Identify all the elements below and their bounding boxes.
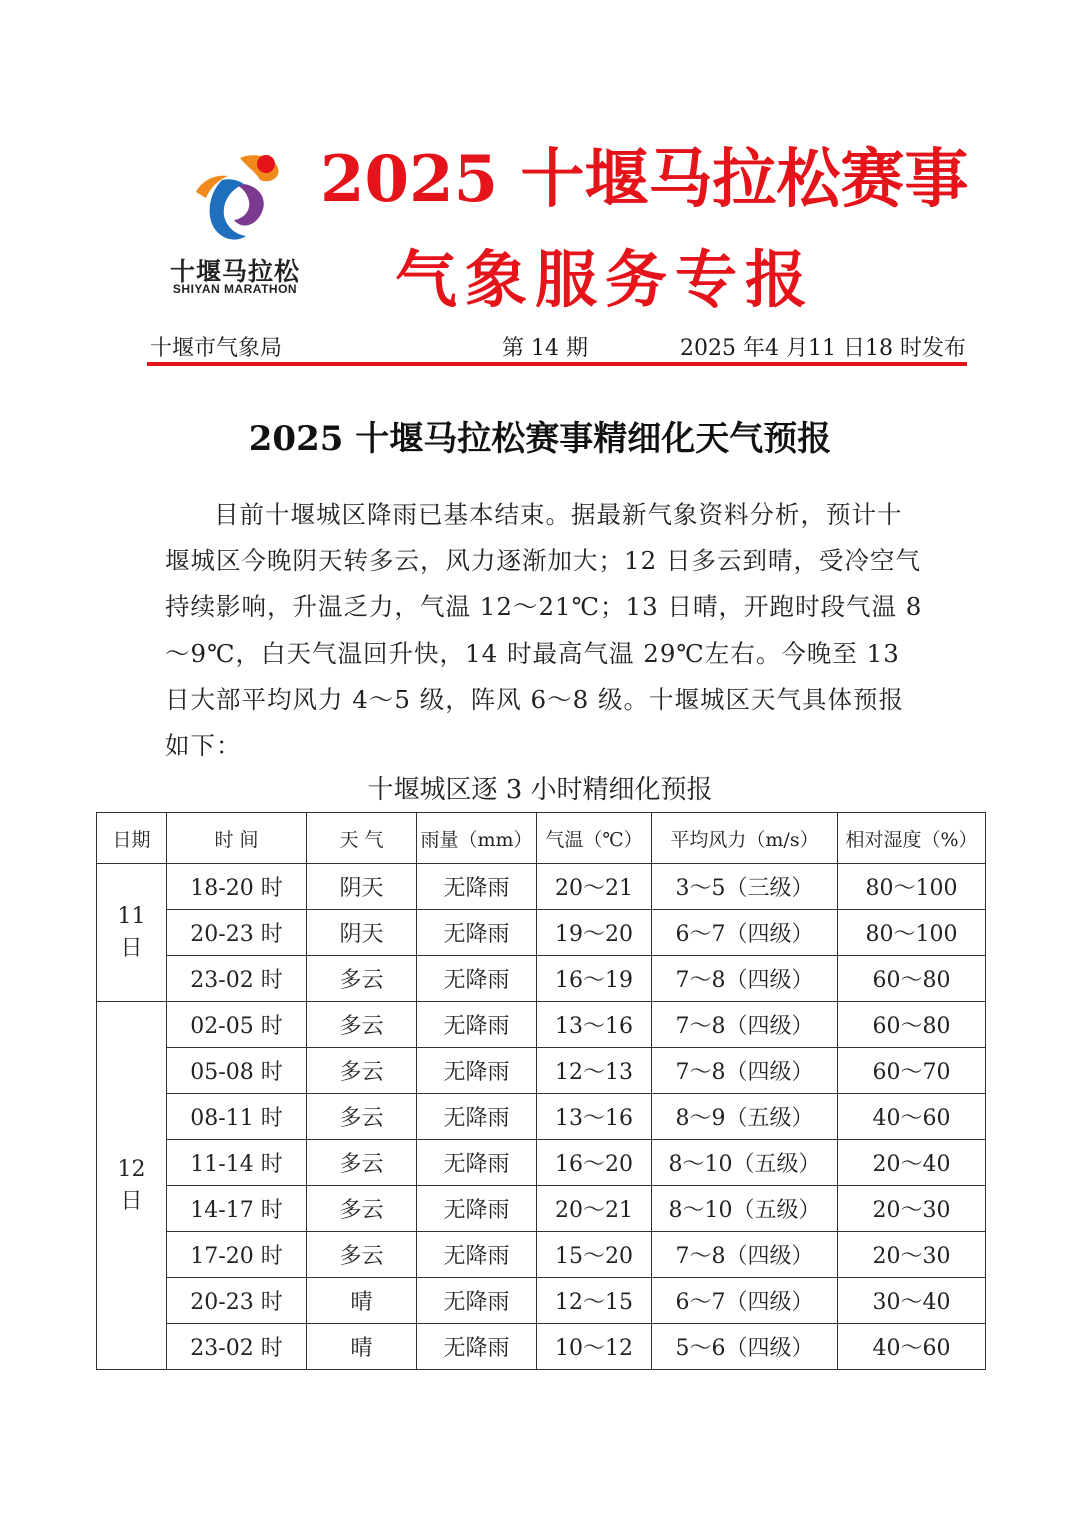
rain-cell: 无降雨 bbox=[417, 1232, 537, 1278]
rain-cell: 无降雨 bbox=[417, 1094, 537, 1140]
time-cell: 02-05 时 bbox=[167, 1002, 307, 1048]
temperature-cell: 10～12 bbox=[537, 1324, 652, 1370]
temperature-cell: 12～13 bbox=[537, 1048, 652, 1094]
forecast-table bbox=[96, 812, 986, 1370]
runner-logo-icon bbox=[182, 150, 288, 250]
date-number: 11 bbox=[117, 903, 146, 929]
temperature-cell: 19～20 bbox=[537, 910, 652, 956]
rain-cell: 无降雨 bbox=[417, 1278, 537, 1324]
table-body bbox=[97, 864, 986, 1370]
weather-cell: 多云 bbox=[307, 1048, 417, 1094]
date-unit: 日 bbox=[120, 935, 143, 961]
temperature-cell: 20～21 bbox=[537, 864, 652, 910]
time-cell: 23-02 时 bbox=[167, 1324, 307, 1370]
header-divider bbox=[147, 362, 967, 366]
table-row bbox=[97, 1186, 986, 1232]
weather-cell: 阴天 bbox=[307, 864, 417, 910]
wind-cell: 6～7（四级） bbox=[652, 910, 838, 956]
time-cell: 05-08 时 bbox=[167, 1048, 307, 1094]
humidity-cell: 80～100 bbox=[838, 864, 986, 910]
table-row bbox=[97, 1094, 986, 1140]
temperature-cell: 16～20 bbox=[537, 1140, 652, 1186]
weather-cell: 多云 bbox=[307, 1232, 417, 1278]
forecast-heading: 2025 十堰马拉松赛事精细化天气预报 bbox=[248, 419, 832, 459]
weather-cell: 晴 bbox=[307, 1324, 417, 1370]
marathon-logo bbox=[150, 150, 320, 300]
header-wind: 平均风力（m/s） bbox=[652, 813, 838, 864]
time-cell: 23-02 时 bbox=[167, 956, 307, 1002]
date-unit: 日 bbox=[120, 1188, 143, 1214]
table-row bbox=[97, 1278, 986, 1324]
rain-cell: 无降雨 bbox=[417, 1048, 537, 1094]
table-row bbox=[97, 1232, 986, 1278]
rain-cell: 无降雨 bbox=[417, 1186, 537, 1232]
table-row bbox=[97, 1324, 986, 1370]
temperature-cell: 16～19 bbox=[537, 956, 652, 1002]
rain-cell: 无降雨 bbox=[417, 1140, 537, 1186]
table-title: 十堰城区逐 3 小时精细化预报 bbox=[367, 775, 713, 805]
wind-cell: 7～8（四级） bbox=[652, 956, 838, 1002]
temperature-cell: 13～16 bbox=[537, 1094, 652, 1140]
header-temperature: 气温（℃） bbox=[537, 813, 652, 864]
weather-cell: 多云 bbox=[307, 1140, 417, 1186]
humidity-cell: 20～30 bbox=[838, 1186, 986, 1232]
temperature-cell: 12～15 bbox=[537, 1278, 652, 1324]
header-rain: 雨量（mm） bbox=[417, 813, 537, 864]
wind-cell: 8～10（五级） bbox=[652, 1140, 838, 1186]
weather-cell: 阴天 bbox=[307, 910, 417, 956]
table-row bbox=[97, 1048, 986, 1094]
wind-cell: 3～5（三级） bbox=[652, 864, 838, 910]
forecast-summary: 目前十堰城区降雨已基本结束。据最新气象资料分析，预计十堰城区今晚阴天转多云，风力逐渐加大；12 日多云到晴，受冷空气持续影响，升温乏力，气温 12～21℃；13 日晴，开跑时段气温 8～9℃，白天气温回升快，14 时最高气温 29℃左右。今晚至 13 日大部平均风力 4～5 级，阵风 6～8 级。十堰城区天气具体预报如下： bbox=[165, 500, 923, 761]
report-title-line1: 2025 十堰马拉松赛事 bbox=[320, 142, 969, 217]
time-cell: 20-23 时 bbox=[167, 910, 307, 956]
humidity-cell: 80～100 bbox=[838, 910, 986, 956]
wind-cell: 8～10（五级） bbox=[652, 1186, 838, 1232]
issue-info-row bbox=[150, 334, 966, 364]
date-cell bbox=[97, 1002, 167, 1370]
header-time: 时 间 bbox=[167, 813, 307, 864]
report-title-line2: 气象服务专报 bbox=[395, 243, 816, 316]
time-cell: 17-20 时 bbox=[167, 1232, 307, 1278]
header-date: 日期 bbox=[97, 813, 167, 864]
wind-cell: 6～7（四级） bbox=[652, 1278, 838, 1324]
date-number: 12 bbox=[117, 1156, 146, 1182]
wind-cell: 7～8（四级） bbox=[652, 1002, 838, 1048]
issuer: 十堰市气象局 bbox=[150, 336, 283, 361]
humidity-cell: 30～40 bbox=[838, 1278, 986, 1324]
header-weather: 天 气 bbox=[307, 813, 417, 864]
temperature-cell: 13～16 bbox=[537, 1002, 652, 1048]
humidity-cell: 40～60 bbox=[838, 1324, 986, 1370]
wind-cell: 7～8（四级） bbox=[652, 1048, 838, 1094]
release-time: 2025 年4 月11 日18 时发布 bbox=[680, 336, 966, 361]
table-row bbox=[97, 1140, 986, 1186]
table-row bbox=[97, 1002, 986, 1048]
rain-cell: 无降雨 bbox=[417, 910, 537, 956]
humidity-cell: 20～30 bbox=[838, 1232, 986, 1278]
rain-cell: 无降雨 bbox=[417, 864, 537, 910]
humidity-cell: 40～60 bbox=[838, 1094, 986, 1140]
temperature-cell: 20～21 bbox=[537, 1186, 652, 1232]
wind-cell: 5～6（四级） bbox=[652, 1324, 838, 1370]
rain-cell: 无降雨 bbox=[417, 1002, 537, 1048]
wind-cell: 8～9（五级） bbox=[652, 1094, 838, 1140]
humidity-cell: 20～40 bbox=[838, 1140, 986, 1186]
logo-english-name: SHIYAN MARATHON bbox=[172, 282, 298, 296]
time-cell: 14-17 时 bbox=[167, 1186, 307, 1232]
temperature-cell: 15～20 bbox=[537, 1232, 652, 1278]
date-cell bbox=[97, 864, 167, 1002]
table-row bbox=[97, 864, 986, 910]
time-cell: 20-23 时 bbox=[167, 1278, 307, 1324]
table-header-row bbox=[97, 813, 986, 864]
weather-cell: 晴 bbox=[307, 1278, 417, 1324]
table-row bbox=[97, 956, 986, 1002]
table-row bbox=[97, 910, 986, 956]
logo-chinese-name: 十堰马拉松 bbox=[169, 257, 300, 286]
weather-cell: 多云 bbox=[307, 1186, 417, 1232]
humidity-cell: 60～80 bbox=[838, 956, 986, 1002]
time-cell: 08-11 时 bbox=[167, 1094, 307, 1140]
header-humidity: 相对湿度（%） bbox=[838, 813, 986, 864]
issue-number: 第 14 期 bbox=[502, 336, 588, 361]
time-cell: 18-20 时 bbox=[167, 864, 307, 910]
rain-cell: 无降雨 bbox=[417, 956, 537, 1002]
time-cell: 11-14 时 bbox=[167, 1140, 307, 1186]
humidity-cell: 60～70 bbox=[838, 1048, 986, 1094]
humidity-cell: 60～80 bbox=[838, 1002, 986, 1048]
wind-cell: 7～8（四级） bbox=[652, 1232, 838, 1278]
rain-cell: 无降雨 bbox=[417, 1324, 537, 1370]
weather-cell: 多云 bbox=[307, 956, 417, 1002]
weather-cell: 多云 bbox=[307, 1002, 417, 1048]
weather-cell: 多云 bbox=[307, 1094, 417, 1140]
